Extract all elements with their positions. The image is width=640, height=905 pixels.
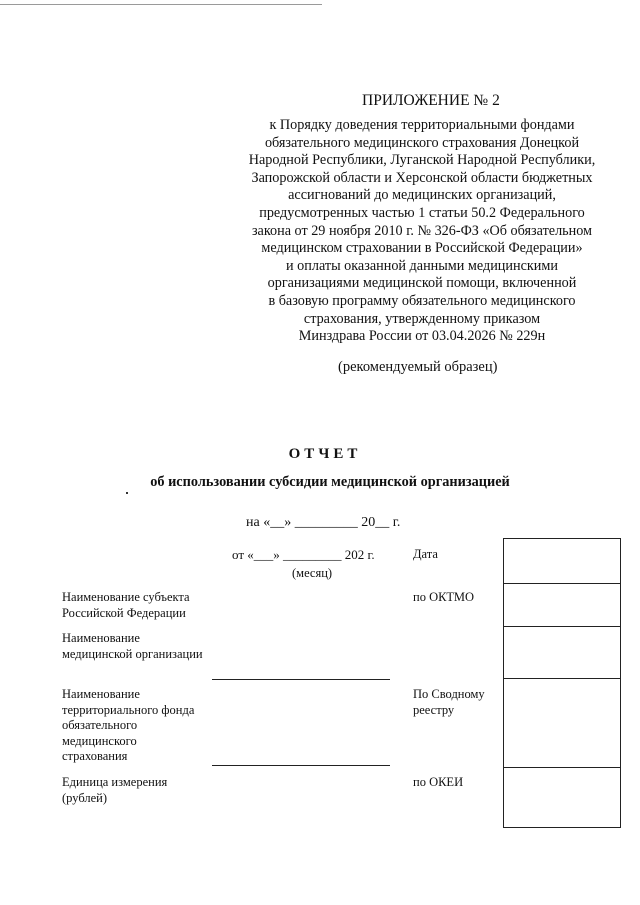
registry-code-label: По Сводному реестру — [413, 687, 485, 717]
scan-speck — [126, 492, 128, 494]
appendix-line: Минздрава России от 03.04.2026 № 229н — [298, 328, 546, 345]
report-subtitle: об использовании субсидии медицинской организацией — [150, 474, 510, 490]
organization-code-cell[interactable] — [504, 627, 620, 679]
okei-code-cell[interactable] — [504, 768, 620, 828]
report-title: ОТЧЕТ — [288, 446, 362, 462]
sample-note: (рекомендуемый образец) — [338, 359, 498, 375]
oktmo-code-cell[interactable] — [504, 584, 620, 627]
appendix-reference — [232, 117, 612, 346]
date-code-cell[interactable] — [504, 539, 620, 584]
registry-code-cell[interactable] — [504, 679, 620, 768]
appendix-line: в базовую программу обязательного медицинского — [268, 292, 576, 309]
fund-label: Наименование территориального фонда обязательного медицинского страхования — [62, 687, 195, 764]
appendix-line: Народной Республики, Луганской Народной Республики, — [248, 152, 596, 169]
fund-underline[interactable] — [212, 765, 390, 766]
top-rule — [0, 4, 322, 5]
codes-table — [503, 538, 621, 828]
report-from-date: от «___» _________ 202 г. — [232, 547, 375, 562]
report-as-of-date: на «__» _________ 20__ г. — [246, 515, 401, 530]
month-caption: (месяц) — [292, 566, 333, 580]
appendix-line: организациями медицинской помощи, включенной — [267, 275, 577, 292]
appendix-line: медицинском страховании в Российской Федерации» — [261, 240, 583, 257]
appendix-line: Запорожской области и Херсонской области бюджетных — [251, 169, 593, 186]
oktmo-code-label: по ОКТМО — [413, 590, 475, 604]
unit-label: Единица измерения (рублей) — [62, 775, 168, 805]
appendix-line: к Порядку доведения территориальными фондами — [269, 117, 575, 133]
organization-label: Наименование медицинской организации — [62, 631, 203, 661]
appendix-line: предусмотренных частью 1 статьи 50.2 Федерального — [259, 204, 585, 221]
appendix-line: и оплаты оказанной данными медицинскими — [286, 257, 558, 274]
appendix-title: ПРИЛОЖЕНИЕ № 2 — [362, 92, 500, 109]
organization-underline[interactable] — [212, 679, 390, 680]
date-code-label: Дата — [413, 547, 438, 561]
appendix-line: закона от 29 ноября 2010 г. № 326-ФЗ «Об обязательном — [251, 222, 593, 239]
appendix-line: страхования, утвержденному приказом — [303, 310, 541, 327]
appendix-line: ассигнований до медицинских организаций, — [288, 187, 556, 204]
appendix-line: обязательного медицинского страхования Донецкой — [264, 134, 580, 151]
okei-code-label: по ОКЕИ — [413, 775, 464, 789]
subject-label: Наименование субъекта Российской Федерации — [62, 590, 190, 620]
